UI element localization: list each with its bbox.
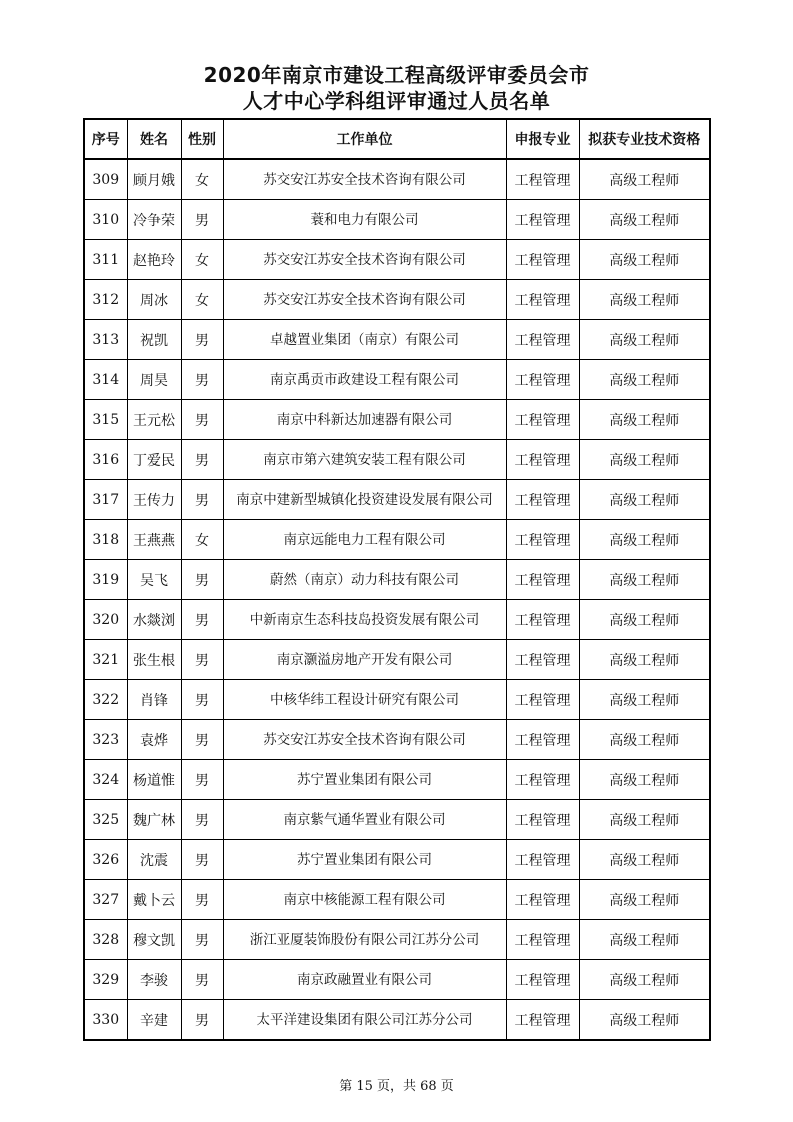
cell-qualification: 高级工程师 xyxy=(579,440,710,480)
cell-declared-major: 工程管理 xyxy=(506,960,579,1000)
table-row xyxy=(84,440,710,480)
cell-work-unit: 浙江亚厦装饰股份有限公司江苏分公司 xyxy=(223,920,506,960)
cell-declared-major: 工程管理 xyxy=(506,520,579,560)
cell-gender: 男 xyxy=(181,720,223,760)
cell-gender: 男 xyxy=(181,960,223,1000)
cell-qualification: 高级工程师 xyxy=(579,920,710,960)
table-row xyxy=(84,720,710,760)
header-name: 姓名 xyxy=(127,119,181,159)
cell-gender: 男 xyxy=(181,640,223,680)
table-row xyxy=(84,520,710,560)
cell-serial-number: 316 xyxy=(84,440,127,480)
cell-work-unit: 南京中核能源工程有限公司 xyxy=(223,880,506,920)
cell-declared-major: 工程管理 xyxy=(506,1000,579,1041)
cell-name: 魏广林 xyxy=(127,800,181,840)
cell-qualification: 高级工程师 xyxy=(579,800,710,840)
cell-name: 丁爱民 xyxy=(127,440,181,480)
cell-qualification: 高级工程师 xyxy=(579,200,710,240)
cell-serial-number: 324 xyxy=(84,760,127,800)
document-title-line-2: 人才中心学科组评审通过人员名单 xyxy=(242,89,551,113)
cell-qualification: 高级工程师 xyxy=(579,560,710,600)
cell-work-unit: 苏交安江苏安全技术咨询有限公司 xyxy=(223,280,506,320)
cell-name: 袁烨 xyxy=(127,720,181,760)
cell-declared-major: 工程管理 xyxy=(506,240,579,280)
cell-gender: 男 xyxy=(181,400,223,440)
table-row xyxy=(84,240,710,280)
cell-work-unit: 南京远能电力工程有限公司 xyxy=(223,520,506,560)
cell-declared-major: 工程管理 xyxy=(506,560,579,600)
table-row xyxy=(84,560,710,600)
table-row xyxy=(84,800,710,840)
table-row xyxy=(84,159,710,200)
cell-qualification: 高级工程师 xyxy=(579,640,710,680)
cell-gender: 女 xyxy=(181,240,223,280)
cell-name: 张生根 xyxy=(127,640,181,680)
cell-gender: 男 xyxy=(181,760,223,800)
cell-declared-major: 工程管理 xyxy=(506,600,579,640)
cell-qualification: 高级工程师 xyxy=(579,1000,710,1041)
header-declared-major: 申报专业 xyxy=(506,119,579,159)
cell-name: 王元松 xyxy=(127,400,181,440)
cell-work-unit: 中核华纬工程设计研究有限公司 xyxy=(223,680,506,720)
cell-serial-number: 325 xyxy=(84,800,127,840)
cell-gender: 男 xyxy=(181,480,223,520)
cell-work-unit: 苏交安江苏安全技术咨询有限公司 xyxy=(223,159,506,200)
cell-work-unit: 中新南京生态科技岛投资发展有限公司 xyxy=(223,600,506,640)
cell-serial-number: 321 xyxy=(84,640,127,680)
cell-work-unit: 太平洋建设集团有限公司江苏分公司 xyxy=(223,1000,506,1041)
cell-declared-major: 工程管理 xyxy=(506,360,579,400)
cell-name: 戴卜云 xyxy=(127,880,181,920)
cell-serial-number: 318 xyxy=(84,520,127,560)
header-serial-number: 序号 xyxy=(84,119,127,159)
cell-declared-major: 工程管理 xyxy=(506,480,579,520)
cell-qualification: 高级工程师 xyxy=(579,320,710,360)
cell-name: 祝凯 xyxy=(127,320,181,360)
cell-declared-major: 工程管理 xyxy=(506,760,579,800)
table-row xyxy=(84,600,710,640)
table-header-row xyxy=(84,119,710,159)
cell-gender: 男 xyxy=(181,920,223,960)
cell-gender: 男 xyxy=(181,440,223,480)
cell-serial-number: 327 xyxy=(84,880,127,920)
table-row xyxy=(84,680,710,720)
cell-gender: 男 xyxy=(181,840,223,880)
table-row xyxy=(84,280,710,320)
cell-gender: 男 xyxy=(181,360,223,400)
table-row xyxy=(84,200,710,240)
cell-declared-major: 工程管理 xyxy=(506,920,579,960)
cell-gender: 男 xyxy=(181,320,223,360)
cell-work-unit: 南京市第六建筑安装工程有限公司 xyxy=(223,440,506,480)
cell-gender: 女 xyxy=(181,520,223,560)
cell-qualification: 高级工程师 xyxy=(579,159,710,200)
cell-serial-number: 311 xyxy=(84,240,127,280)
cell-qualification: 高级工程师 xyxy=(579,520,710,560)
cell-name: 杨道惟 xyxy=(127,760,181,800)
cell-serial-number: 328 xyxy=(84,920,127,960)
table-row xyxy=(84,360,710,400)
cell-gender: 男 xyxy=(181,200,223,240)
cell-name: 周昊 xyxy=(127,360,181,400)
cell-gender: 男 xyxy=(181,600,223,640)
cell-qualification: 高级工程师 xyxy=(579,480,710,520)
cell-declared-major: 工程管理 xyxy=(506,680,579,720)
cell-name: 顾月娥 xyxy=(127,159,181,200)
cell-work-unit: 南京紫气通华置业有限公司 xyxy=(223,800,506,840)
cell-name: 沈震 xyxy=(127,840,181,880)
cell-declared-major: 工程管理 xyxy=(506,840,579,880)
table-row xyxy=(84,640,710,680)
table-row xyxy=(84,920,710,960)
cell-work-unit: 蔚然（南京）动力科技有限公司 xyxy=(223,560,506,600)
cell-work-unit: 南京禹贡市政建设工程有限公司 xyxy=(223,360,506,400)
cell-serial-number: 329 xyxy=(84,960,127,1000)
cell-serial-number: 312 xyxy=(84,280,127,320)
cell-gender: 女 xyxy=(181,280,223,320)
cell-declared-major: 工程管理 xyxy=(506,400,579,440)
cell-name: 水燚浏 xyxy=(127,600,181,640)
cell-qualification: 高级工程师 xyxy=(579,840,710,880)
cell-declared-major: 工程管理 xyxy=(506,200,579,240)
cell-qualification: 高级工程师 xyxy=(579,880,710,920)
cell-serial-number: 315 xyxy=(84,400,127,440)
cell-serial-number: 317 xyxy=(84,480,127,520)
cell-serial-number: 320 xyxy=(84,600,127,640)
cell-work-unit: 苏宁置业集团有限公司 xyxy=(223,840,506,880)
cell-work-unit: 南京中科新达加速器有限公司 xyxy=(223,400,506,440)
cell-qualification: 高级工程师 xyxy=(579,760,710,800)
table-row xyxy=(84,1000,710,1041)
cell-qualification: 高级工程师 xyxy=(579,240,710,280)
document-title-line-1: 2020年南京市建设工程高级评审委员会市 xyxy=(203,63,590,87)
header-work-unit: 工作单位 xyxy=(223,119,506,159)
cell-qualification: 高级工程师 xyxy=(579,960,710,1000)
cell-declared-major: 工程管理 xyxy=(506,640,579,680)
cell-gender: 男 xyxy=(181,880,223,920)
cell-declared-major: 工程管理 xyxy=(506,880,579,920)
cell-serial-number: 322 xyxy=(84,680,127,720)
cell-work-unit: 南京灏溢房地产开发有限公司 xyxy=(223,640,506,680)
table-row xyxy=(84,760,710,800)
cell-serial-number: 323 xyxy=(84,720,127,760)
cell-work-unit: 苏交安江苏安全技术咨询有限公司 xyxy=(223,240,506,280)
cell-serial-number: 310 xyxy=(84,200,127,240)
page-number: 第 15 页，共 68 页 xyxy=(339,1079,454,1094)
cell-gender: 男 xyxy=(181,1000,223,1041)
cell-work-unit: 苏宁置业集团有限公司 xyxy=(223,760,506,800)
table-row xyxy=(84,400,710,440)
cell-serial-number: 313 xyxy=(84,320,127,360)
cell-name: 吴飞 xyxy=(127,560,181,600)
cell-name: 王传力 xyxy=(127,480,181,520)
table-row xyxy=(84,960,710,1000)
cell-serial-number: 319 xyxy=(84,560,127,600)
cell-qualification: 高级工程师 xyxy=(579,280,710,320)
cell-name: 穆文凯 xyxy=(127,920,181,960)
cell-work-unit: 南京政融置业有限公司 xyxy=(223,960,506,1000)
cell-declared-major: 工程管理 xyxy=(506,280,579,320)
cell-qualification: 高级工程师 xyxy=(579,360,710,400)
cell-gender: 男 xyxy=(181,800,223,840)
cell-name: 冷争荣 xyxy=(127,200,181,240)
table-row xyxy=(84,480,710,520)
cell-name: 赵艳玲 xyxy=(127,240,181,280)
header-gender: 性别 xyxy=(181,119,223,159)
cell-gender: 男 xyxy=(181,680,223,720)
cell-serial-number: 330 xyxy=(84,1000,127,1041)
cell-name: 周冰 xyxy=(127,280,181,320)
table-row xyxy=(84,880,710,920)
header-qualification: 拟获专业技术资格 xyxy=(579,119,710,159)
cell-serial-number: 314 xyxy=(84,360,127,400)
cell-name: 辛建 xyxy=(127,1000,181,1041)
cell-declared-major: 工程管理 xyxy=(506,320,579,360)
cell-name: 李骏 xyxy=(127,960,181,1000)
table-row xyxy=(84,840,710,880)
cell-qualification: 高级工程师 xyxy=(579,400,710,440)
cell-gender: 女 xyxy=(181,159,223,200)
cell-declared-major: 工程管理 xyxy=(506,800,579,840)
cell-qualification: 高级工程师 xyxy=(579,720,710,760)
cell-work-unit: 蓑和电力有限公司 xyxy=(223,200,506,240)
cell-gender: 男 xyxy=(181,560,223,600)
cell-serial-number: 326 xyxy=(84,840,127,880)
cell-serial-number: 309 xyxy=(84,159,127,200)
cell-work-unit: 南京中建新型城镇化投资建设发展有限公司 xyxy=(223,480,506,520)
cell-work-unit: 卓越置业集团（南京）有限公司 xyxy=(223,320,506,360)
cell-qualification: 高级工程师 xyxy=(579,600,710,640)
cell-qualification: 高级工程师 xyxy=(579,680,710,720)
cell-declared-major: 工程管理 xyxy=(506,720,579,760)
cell-name: 肖锋 xyxy=(127,680,181,720)
cell-declared-major: 工程管理 xyxy=(506,440,579,480)
cell-work-unit: 苏交安江苏安全技术咨询有限公司 xyxy=(223,720,506,760)
cell-name: 王燕燕 xyxy=(127,520,181,560)
approved-personnel-table xyxy=(83,118,711,1041)
table-row xyxy=(84,320,710,360)
cell-declared-major: 工程管理 xyxy=(506,159,579,200)
